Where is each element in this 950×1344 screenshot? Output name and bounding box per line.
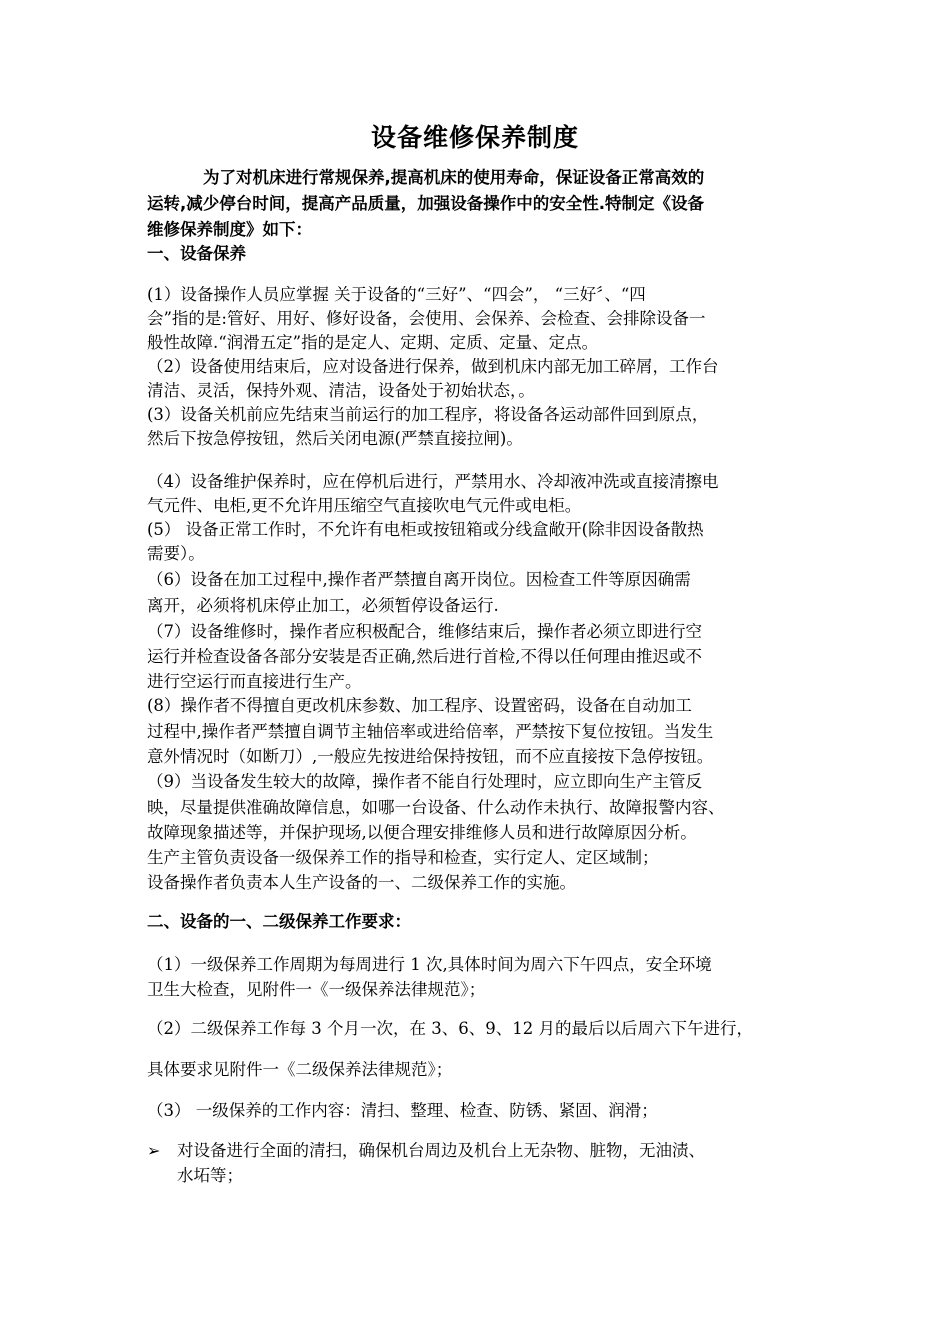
paragraph-line: 清洁、灵活，保持外观、清洁，设备处于初始状态，。 (147, 381, 535, 400)
paragraph-line: （7）设备维修时，操作者应积极配合，维修结束后，操作者必须立即进行空 (147, 622, 702, 641)
paragraph-line: （9）当设备发生较大的故障，操作者不能自行处理时，应立即向生产主管反 (147, 772, 702, 791)
paragraph-line: (8）操作者不得擅自更改机床参数、加工程序、设置密码，设备在自动加工 (147, 696, 692, 715)
paragraph-line: 意外情况时（如断刀）,一般应先按进给保持按钮，而不应直接按下急停按钮。 (147, 747, 714, 766)
arrow-bullet-icon: ➢ (147, 1141, 161, 1160)
paragraph-line: (1）设备操作人员应掌握 关于设备的“三好”、“四会”， “三好〞、“四 (147, 285, 646, 304)
paragraph-line: 生产主管负责设备一级保养工作的指导和检查，实行定人、定区域制； (147, 848, 659, 867)
paragraph-line: 过程中,操作者严禁擅自调节主轴倍率或进给倍率，严禁按下复位按钮。当发生 (147, 722, 714, 741)
paragraph-line: 故障现象描述等，并保护现场,以便合理安排维修人员和进行故障原因分析。 (147, 823, 697, 842)
paragraph-line: 卫生大检查，见附件一《一级保养法律规范》； (147, 980, 486, 999)
paragraph-line: （3） 一级保养的工作内容：清扫、整理、检查、防锈、紧固、润滑； (147, 1101, 658, 1120)
paragraph-line: 进行空运行而直接进行生产。 (147, 672, 362, 691)
paragraph-line: 具体要求见附件一《二级保养法律规范》； (147, 1060, 453, 1079)
bullet-line: 水坧等； (177, 1166, 243, 1185)
paragraph-line: 气元件、电柜,更不允许用压缩空气直接吹电气元件或电柜。 (147, 496, 582, 515)
paragraph-line: 然后下按急停按钮，然后关闭电源(严禁直接拉闸)。 (147, 429, 523, 448)
paragraph-line: 离开，必须将机床停止加工，必须暂停设备运行. (147, 596, 499, 615)
paragraph-line: (3）设备关机前应先结束当前运行的加工程序，将设备各运动部件回到原点， (147, 405, 709, 424)
bullet-line: 对设备进行全面的清扫，确保机台周边及机台上无杂物、脏物，无油渍、 (177, 1141, 705, 1160)
paragraph-line: 会”指的是:管好、用好、修好设备，会使用、会保养、会检查、会排除设备一 (147, 309, 706, 328)
section-heading: 二、设备的一、二级保养工作要求： (147, 912, 411, 931)
paragraph-line: 映，尽量提供准确故障信息，如哪一台设备、什么动作未执行、故障报警内容、 (147, 798, 725, 817)
section-heading: 一、设备保养 (147, 244, 246, 263)
intro-line: 维修保养制度》如下： (147, 220, 312, 239)
intro-line: 运转,减少停台时间，提高产品质量，加强设备操作中的安全性.特制定《设备 (147, 194, 705, 213)
paragraph-line: 设备操作者负责本人生产设备的一、二级保养工作的实施。 (147, 873, 576, 892)
paragraph-line: (5） 设备正常工作时，不允许有电柜或按钮箱或分线盒敞开(除非因设备散热 (147, 520, 704, 539)
paragraph-line: 般性故障.“润滑五定”指的是定人、定期、定质、定量、定点。 (147, 333, 599, 352)
paragraph-line: 需要）。 (147, 544, 205, 563)
paragraph-line: （2）设备使用结束后，应对设备进行保养，做到机床内部无加工碎屑，工作台 (147, 357, 719, 376)
document-title: 设备维修保养制度 (370, 123, 579, 152)
paragraph-line: （4）设备维护保养时，应在停机后进行，严禁用水、冷却液冲洗或直接清擦电 (147, 472, 719, 491)
intro-line: 为了对机床进行常规保养,提高机床的使用寿命，保证设备正常高效的 (203, 168, 705, 187)
paragraph-line: （6）设备在加工过程中,操作者严禁擅自离开岗位。因检查工件等原因确需 (147, 570, 691, 589)
paragraph-line: （1）一级保养工作周期为每周进行 1 次,具体时间为周六下午四点，安全环境 (147, 955, 712, 974)
paragraph-line: 运行并检查设备各部分安装是否正确,然后进行首检,不得以任何理由推迟或不 (147, 647, 702, 666)
paragraph-line: （2）二级保养工作每 3 个月一次，在 3、6、9、12 月的最后以后周六下午进行， (147, 1019, 753, 1038)
